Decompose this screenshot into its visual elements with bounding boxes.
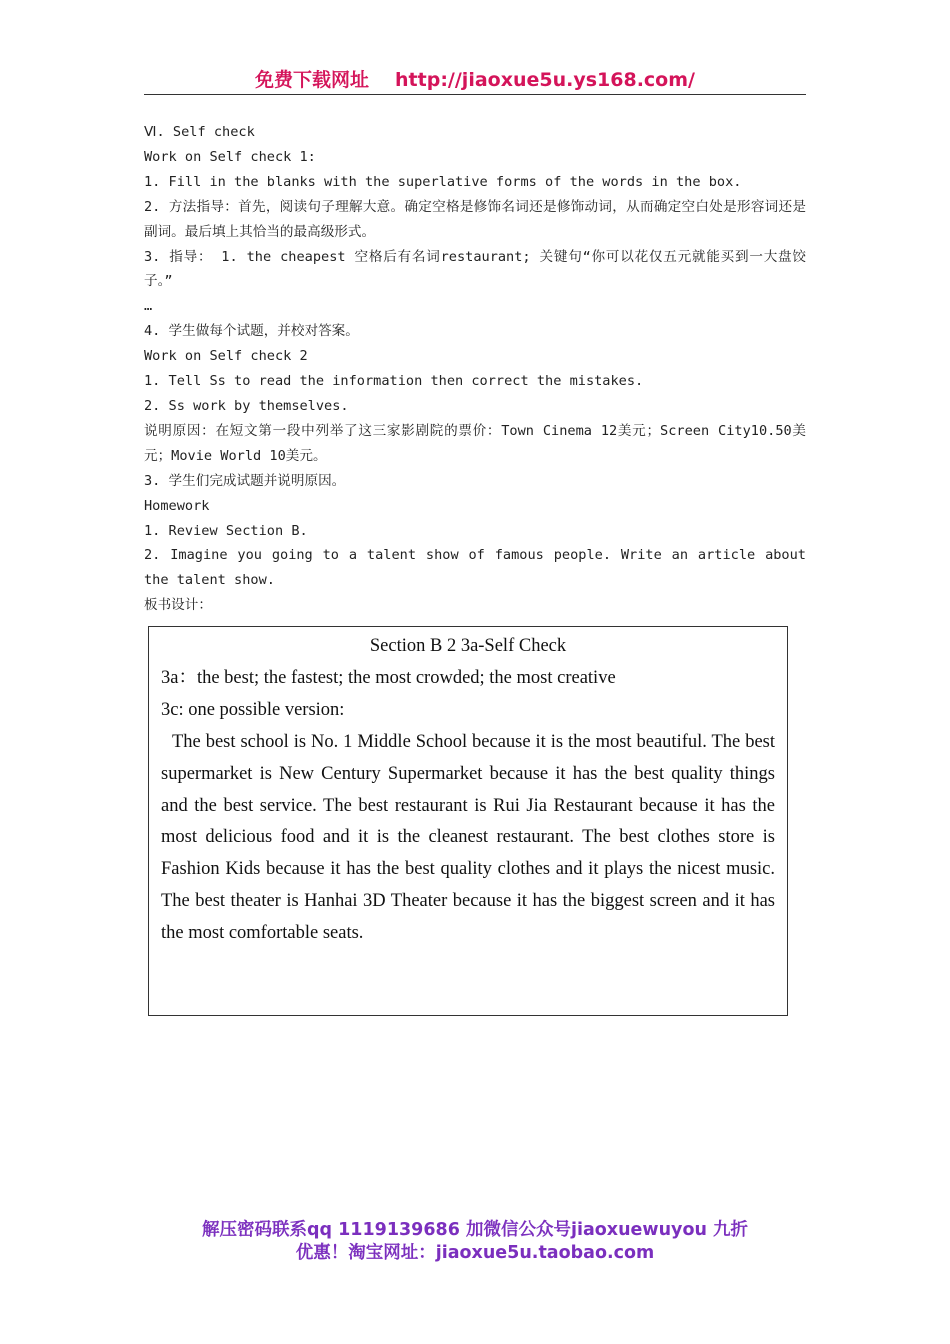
text-line: 说明原因：在短文第一段中列举了这三家影剧院的票价：Town Cinema 12美元；Screen City10.50美元；Movie World 10美元。 bbox=[144, 422, 806, 464]
document-body bbox=[144, 120, 806, 618]
page-footer bbox=[140, 1219, 810, 1265]
text-line: 1. Review Section B. bbox=[144, 522, 308, 539]
subheading: Homework bbox=[144, 497, 210, 514]
board-sample-paragraph: The best school is No. 1 Middle School because it is the most beautiful. The best supermarket is New Century Supermarket because it has the best quality things and the best service. The best restaurant is Rui Jia Restaurant because it has the most delicious food and it is the cleanest restaurant. The best clothes store is Fashion Kids because it has the best quality clothes and it plays the nicest music. The best theater is Hanhai 3D Theater because it has the biggest screen and it has the most comfortable seats. bbox=[161, 731, 775, 944]
text-line: 4. 学生做每个试题，并校对答案。 bbox=[144, 323, 359, 340]
text-line: 2. Ss work by themselves. bbox=[144, 397, 349, 414]
ellipsis-line: … bbox=[144, 298, 153, 315]
subheading: Work on Self check 1: bbox=[144, 148, 316, 165]
subheading: Work on Self check 2 bbox=[144, 348, 308, 365]
text-line: 3. 指导： 1. the cheapest 空格后有名词restaurant; 关键句“你可以花仅五元就能买到一大盘饺子。” bbox=[144, 248, 806, 290]
section-heading: Ⅵ. Self check bbox=[144, 124, 255, 140]
board-3c-label: 3c: one possible version: bbox=[161, 699, 345, 720]
text-line: 板书设计： bbox=[144, 597, 212, 614]
text-line: 2. 方法指导：首先，阅读句子理解大意。确定空格是修饰名词还是修饰动词，从而确定空白处是形容词还是副词。最后填上其恰当的最高级形式。 bbox=[144, 198, 806, 240]
text-line: 1. Fill in the blanks with the superlative forms of the words in the box. bbox=[144, 173, 742, 190]
blackboard-design-box bbox=[148, 626, 788, 1016]
text-line: 3. 学生们完成试题并说明原因。 bbox=[144, 472, 346, 489]
text-line: 1. Tell Ss to read the information then correct the mistakes. bbox=[144, 373, 644, 390]
footer-contact-line: 解压密码联系qq 1119139686 加微信公众号jiaoxuewuyou 九折 bbox=[201, 1220, 749, 1240]
footer-shop-line: 优惠！淘宝网址：jiaoxue5u.taobao.com bbox=[295, 1243, 655, 1263]
text-line: 2. Imagine you going to a talent show of famous people. Write an article about the talent show. bbox=[144, 547, 806, 589]
header-url-link[interactable]: http://jiaoxue5u.ys168.com/ bbox=[395, 69, 695, 91]
board-3a-answers: 3a：the best; the fastest; the most crowded; the most creative bbox=[161, 667, 616, 688]
page-header bbox=[144, 66, 806, 95]
header-title: 免费下载网址 bbox=[255, 69, 370, 91]
board-title: Section B 2 3a-Self Check bbox=[369, 636, 567, 656]
